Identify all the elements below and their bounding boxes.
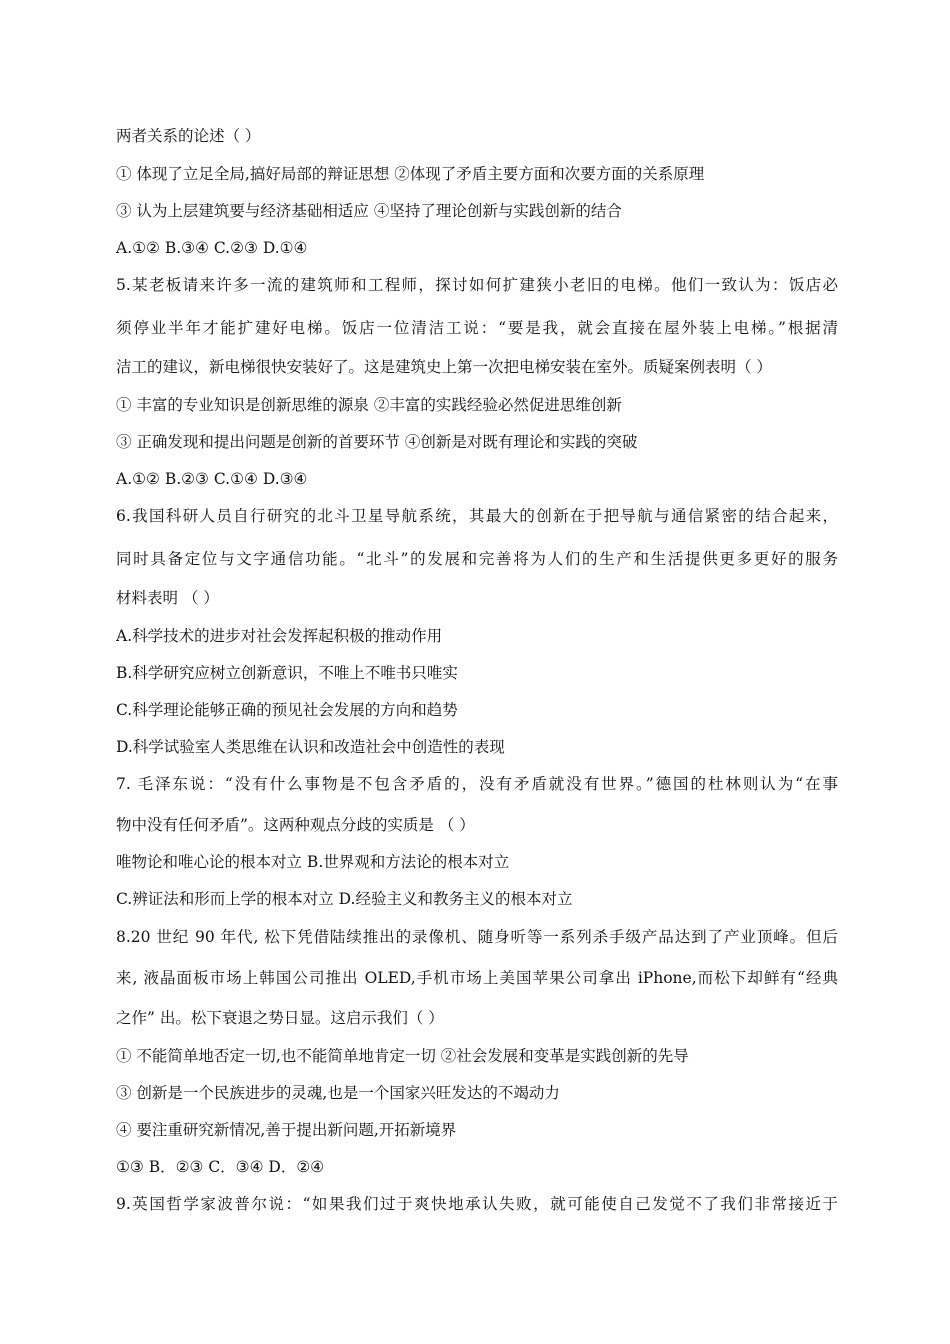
text-line-q7-option-a-b: 唯物论和唯心论的根本对立 B.世界观和方法论的根本对立 (116, 853, 510, 871)
text-line-q8-stem-3: 之作” 出。松下衰退之势日显。这启示我们（ ） (116, 1009, 444, 1027)
text-line-q8-option-1-2: ① 不能简单地否定一切,也不能简单地肯定一切 ②社会发展和变革是实践创新的先导 (116, 1047, 689, 1065)
text-line-q5-choices: A.①② B.②③ C.①④ D.③④ (116, 470, 308, 488)
text-line-q7-option-c-d: C.辨证法和形而上学的根本对立 D.经验主义和教务主义的根本对立 (116, 890, 573, 908)
text-line-q7-stem-1: 7. 毛泽东说：“没有什么事物是不包含矛盾的，没有矛盾就没有世界。”德国的杜林则认为“在事 (116, 775, 838, 793)
text-line-q5-option-3-4: ③ 正确发现和提出问题是创新的首要环节 ④创新是对既有理论和实践的突破 (116, 433, 638, 451)
text-line-q7-stem-2: 物中没有任何矛盾”。这两种观点分歧的实质是 （ ） (116, 816, 475, 834)
text-line-q6-option-d: D.科学试验室人类思维在认识和改造社会中创造性的表现 (116, 738, 505, 756)
text-line-q4-option-1-2: ① 体现了立足全局,搞好局部的辩证思想 ②体现了矛盾主要方面和次要方面的关系原理 (116, 165, 705, 183)
text-line-q8-choices: ①③ B．②③ C．③④ D．②④ (116, 1158, 325, 1176)
text-line-q6-stem-2: 同时具备定位与文字通信功能。“北斗”的发展和完善将为人们的生产和生活提供更多更好的服务 (116, 550, 838, 568)
text-line-q5-stem-2: 须停业半年才能扩建好电梯。饭店一位清洁工说：“要是我，就会直接在屋外装上电梯。”根据清 (116, 319, 838, 337)
text-line-q4-option-3-4: ③ 认为上层建筑要与经济基础相适应 ④坚持了理论创新与实践创新的结合 (116, 202, 622, 220)
text-line-q8-option-4: ④ 要注重研究新情况,善于提出新问题,开拓新境界 (116, 1121, 457, 1139)
text-line-q9-stem-1: 9.英国哲学家波普尔说：“如果我们过于爽快地承认失败，就可能使自己发觉不了我们非常接近于 (116, 1195, 838, 1213)
text-line-q5-stem-3: 洁工的建议，新电梯很快安装好了。这是建筑史上第一次把电梯安装在室外。质疑案例表明（ ） (116, 358, 772, 376)
text-line-q8-option-3: ③ 创新是一个民族进步的灵魂,也是一个国家兴旺发达的不竭动力 (116, 1084, 560, 1102)
text-line-q8-stem-2: 来, 液晶面板市场上韩国公司推出 OLED,手机市场上美国苹果公司拿出 iPhone,而松下却鲜有“经典 (116, 969, 838, 987)
text-line-q6-option-a: A.科学技术的进步对社会发挥起积极的推动作用 (116, 627, 443, 645)
text-line-q6-stem-1: 6.我国科研人员自行研究的北斗卫星导航系统，其最大的创新在于把导航与通信紧密的结合起来， (116, 507, 838, 525)
text-line-q5-stem-1: 5.某老板请来许多一流的建筑师和工程师，探讨如何扩建狭小老旧的电梯。他们一致认为：饭店必 (116, 276, 838, 294)
text-line-q4-choices: A.①② B.③④ C.②③ D.①④ (116, 239, 308, 257)
text-line-q6-stem-3: 材料表明 （ ） (116, 589, 219, 607)
text-line-q4-stem-end: 两者关系的论述（ ） (116, 127, 261, 145)
text-line-q6-option-c: C.科学理论能够正确的预见社会发展的方向和趋势 (116, 701, 458, 719)
text-line-q6-option-b: B.科学研究应树立创新意识，不唯上不唯书只唯实 (116, 664, 458, 682)
text-line-q5-option-1-2: ① 丰富的专业知识是创新思维的源泉 ②丰富的实践经验必然促进思维创新 (116, 396, 622, 414)
text-line-q8-stem-1: 8.20 世纪 90 年代, 松下凭借陆续推出的录像机、随身听等一系列杀手级产品达到了产业顶峰。但后 (116, 928, 838, 946)
